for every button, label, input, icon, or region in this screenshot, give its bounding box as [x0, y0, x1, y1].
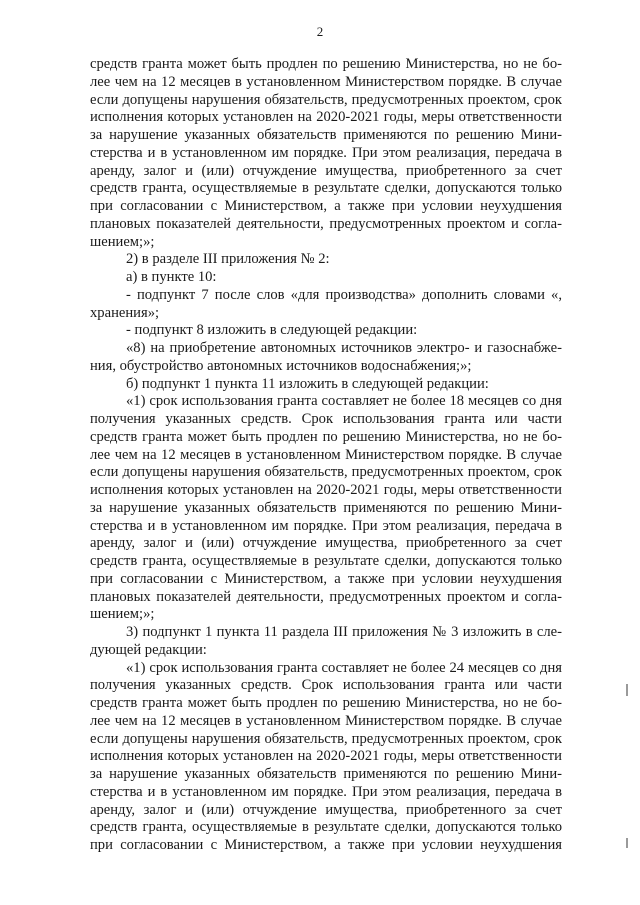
text-line: 3) подпункт 1 пункта 11 раздела III приложения № 3 изложить в сле-	[126, 624, 562, 640]
text-line: ния, обустройство автономных источников водоснабжения;»;	[90, 357, 472, 374]
text-line: при согласовании с Министерством, а также при условии неухудшения	[90, 198, 562, 214]
text-line: исполнения которых установлен на 2020-2021 годы, меры ответственности	[90, 748, 562, 765]
text-line: «8) на приобретение автономных источников электро- и газоснабже-	[126, 340, 562, 356]
text-line: стерства и в установленном им порядке. При этом реализация, передача в	[90, 144, 562, 161]
text-line: при согласовании с Министерством, а также при условии неухудшения	[90, 570, 562, 587]
text-line: лее чем на 12 месяцев в установленном Министерством порядке. В случае	[90, 446, 562, 463]
text-line: шением;»;	[90, 606, 155, 623]
text-line: лее чем на 12 месяцев в установленном Министерством порядке. В случае	[90, 712, 562, 729]
text-line: за нарушение указанных обязательств применяются по решению Мини-	[90, 766, 562, 782]
text-line: исполнения которых установлен на 2020-2021 годы, меры ответственности	[90, 482, 562, 498]
scan-edge-mark	[626, 684, 628, 696]
text-line: б) подпункт 1 пункта 11 изложить в следующей редакции:	[126, 375, 489, 392]
text-line: дующей редакции:	[90, 641, 207, 658]
text-line: «1) срок использования гранта составляет не более 18 месяцев со дня	[126, 393, 562, 410]
text-line: - подпункт 8 изложить в следующей редакции:	[126, 322, 418, 339]
text-line: стерства и в установленном им порядке. При этом реализация, передача в	[90, 517, 562, 534]
text-line: средств гранта может быть продлен по решению Министерства, но не бо-	[90, 56, 562, 72]
text-line: аренду, залог и (или) отчуждение имущества, приобретенного за счет	[90, 162, 562, 179]
text-line: средств гранта может быть продлен по решению Министерства, но не бо-	[90, 695, 562, 711]
scan-edge-mark	[626, 838, 628, 848]
text-line: - подпункт 7 после слов «для производства» дополнить словами «,	[126, 286, 562, 303]
text-line: аренду, залог и (или) отчуждение имущества, приобретенного за счет	[90, 535, 562, 552]
text-line: аренду, залог и (или) отчуждение имущества, приобретенного за счет	[90, 801, 562, 818]
text-line: а) в пункте 10:	[126, 269, 217, 285]
text-line: получения указанных средств. Срок использования гранта или части	[90, 411, 562, 427]
text-line: при согласовании с Министерством, а также при условии неухудшения	[90, 837, 562, 853]
text-line: «1) срок использования гранта составляет не более 24 месяцев со дня	[126, 659, 562, 676]
text-line: средств гранта может быть продлен по решению Министерства, но не бо-	[90, 428, 562, 445]
text-line: если допущены нарушения обязательств, предусмотренных проектом, срок	[90, 464, 562, 481]
document-body	[90, 56, 562, 855]
text-line: плановых показателей деятельности, предусмотренных проектом и согла-	[90, 588, 562, 605]
text-line: за нарушение указанных обязательств применяются по решению Мини-	[90, 127, 562, 143]
text-line: шением;»;	[90, 233, 155, 250]
text-line: 2) в разделе III приложения № 2:	[126, 251, 330, 268]
text-line: за нарушение указанных обязательств применяются по решению Мини-	[90, 499, 562, 516]
text-line: если допущены нарушения обязательств, предусмотренных проектом, срок	[90, 91, 562, 108]
text-line: средств гранта, осуществляемые в результате сделки, допускаются только	[90, 553, 562, 569]
text-line: средств гранта, осуществляемые в результате сделки, допускаются только	[90, 819, 562, 836]
text-line: получения указанных средств. Срок использования гранта или части	[90, 677, 562, 694]
text-line: плановых показателей деятельности, предусмотренных проектом и согла-	[90, 215, 562, 232]
text-line: исполнения которых установлен на 2020-2021 годы, меры ответственности	[90, 109, 562, 126]
text-line: лее чем на 12 месяцев в установленном Министерством порядке. В случае	[90, 73, 562, 90]
text-line: хранения»;	[90, 304, 160, 321]
text-line: если допущены нарушения обязательств, предусмотренных проектом, срок	[90, 730, 562, 747]
text-line: средств гранта, осуществляемые в результате сделки, допускаются только	[90, 180, 562, 197]
page-number: 2	[316, 24, 324, 39]
text-line: стерства и в установленном им порядке. При этом реализация, передача в	[90, 783, 562, 800]
